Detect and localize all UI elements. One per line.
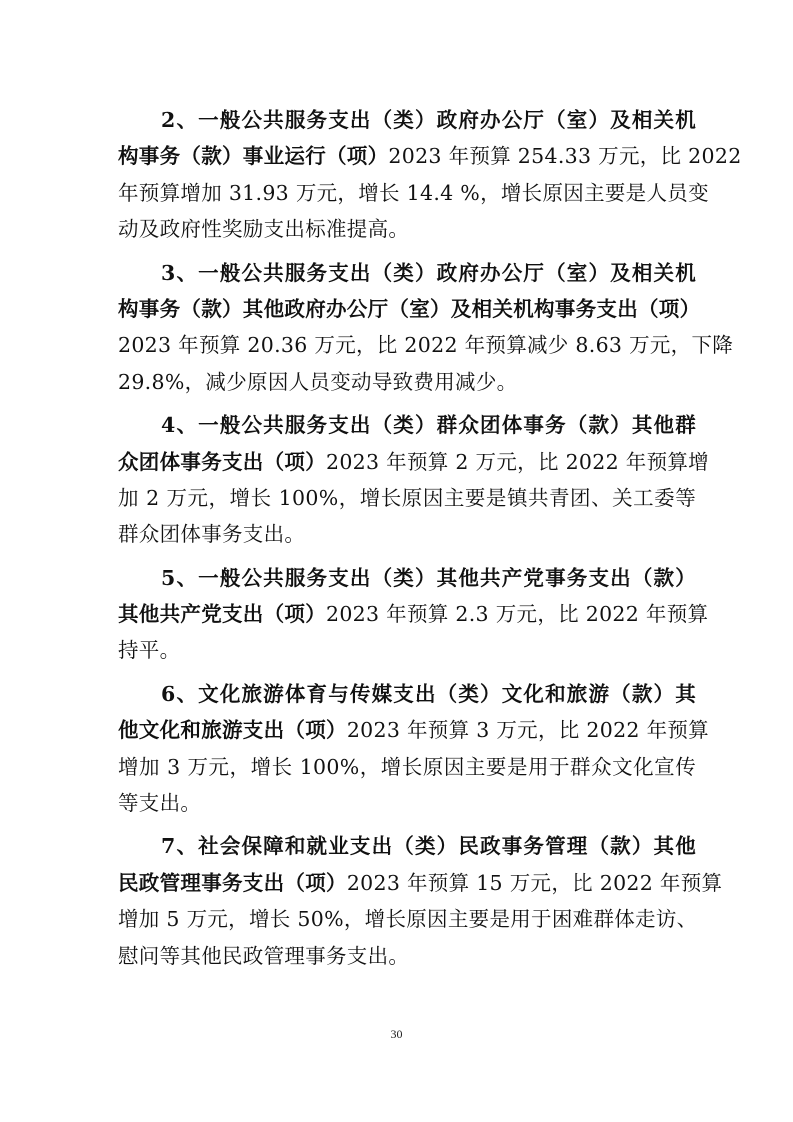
paragraph — [118, 676, 709, 822]
text-line — [118, 138, 742, 174]
bold-heading-text: 构事务（款）事业运行（项） — [118, 144, 389, 169]
text-line — [118, 596, 709, 632]
body-text: 2023 年预算 3 万元，比 2022 年预算 — [346, 718, 709, 743]
body-text: 2023 年预算 20.36 万元，比 2022 年预算减少 8.63 万元，下降 — [118, 333, 734, 358]
bold-heading-text: 5、一般公共服务支出（类）其他共产党事务支出（款） — [161, 565, 696, 590]
text-line — [118, 255, 696, 291]
bold-heading-text: 其他共产党支出（项） — [118, 602, 326, 627]
paragraph — [118, 255, 734, 401]
bold-heading-text: 构事务（款）其他政府办公厅（室）及相关机构事务支出（项） — [118, 296, 701, 321]
bold-heading-text: 7、社会保障和就业支出（类）民政事务管理（款）其他 — [161, 834, 696, 859]
body-text: 增加 3 万元，增长 100%，增长原因主要是用于群众文化宣传 — [118, 754, 696, 779]
text-line — [118, 632, 696, 668]
text-line — [118, 785, 696, 821]
text-line — [118, 560, 696, 596]
text-line — [118, 291, 701, 327]
bold-heading-text: 众团体事务支出（项） — [118, 449, 326, 474]
document-body — [118, 102, 742, 981]
text-line — [118, 749, 696, 785]
bold-heading-text: 民政管理事务支出（项） — [118, 870, 347, 895]
paragraph — [118, 560, 709, 669]
body-text: 2023 年预算 15 万元，比 2022 年预算 — [346, 870, 723, 895]
text-line — [118, 327, 734, 363]
text-line — [118, 938, 696, 974]
bold-heading-text: 3、一般公共服务支出（类）政府办公厅（室）及相关机 — [161, 260, 696, 285]
body-text: 年预算增加 31.93 万元，增长 14.4 %，增长原因主要是人员变 — [118, 180, 709, 205]
bold-heading-text: 6、文化旅游体育与传媒支出（类）文化和旅游（款）其 — [161, 681, 696, 706]
body-text: 加 2 万元，增长 100%，增长原因主要是镇共青团、关工委等 — [118, 485, 696, 510]
text-line — [118, 364, 696, 400]
paragraph — [118, 828, 723, 974]
page-number: 30 — [390, 1027, 403, 1041]
body-text: 动及政府性奖励支出标准提高。 — [118, 217, 410, 242]
bold-heading-text: 他文化和旅游支出（项） — [118, 718, 347, 743]
text-line — [118, 175, 709, 211]
text-line — [118, 676, 696, 712]
body-text: 2023 年预算 2.3 万元，比 2022 年预算 — [326, 602, 709, 627]
paragraph — [118, 102, 742, 248]
bold-heading-text: 4、一般公共服务支出（类）群众团体事务（款）其他群 — [161, 413, 696, 438]
text-line — [118, 865, 723, 901]
body-text: 持平。 — [118, 638, 181, 663]
body-text: 群众团体事务支出。 — [118, 522, 306, 547]
text-line — [118, 901, 696, 937]
text-line — [118, 480, 696, 516]
text-line — [118, 407, 696, 443]
body-text: 增加 5 万元，增长 50%，增长原因主要是用于困难群体走访、 — [118, 907, 698, 932]
text-line — [118, 444, 709, 480]
body-text: 等支出。 — [118, 791, 202, 816]
paragraph — [118, 407, 709, 553]
text-line — [118, 102, 696, 138]
text-line — [118, 211, 696, 247]
text-line — [118, 828, 696, 864]
body-text: 29.8%，减少原因人员变动导致费用减少。 — [118, 369, 518, 394]
text-line — [118, 516, 696, 552]
body-text: 2023 年预算 2 万元，比 2022 年预算增 — [326, 449, 709, 474]
body-text: 慰问等其他民政管理事务支出。 — [118, 943, 410, 968]
body-text: 2023 年预算 254.33 万元，比 2022 — [388, 144, 742, 169]
bold-heading-text: 2、一般公共服务支出（类）政府办公厅（室）及相关机 — [161, 108, 696, 132]
text-line — [118, 712, 709, 748]
